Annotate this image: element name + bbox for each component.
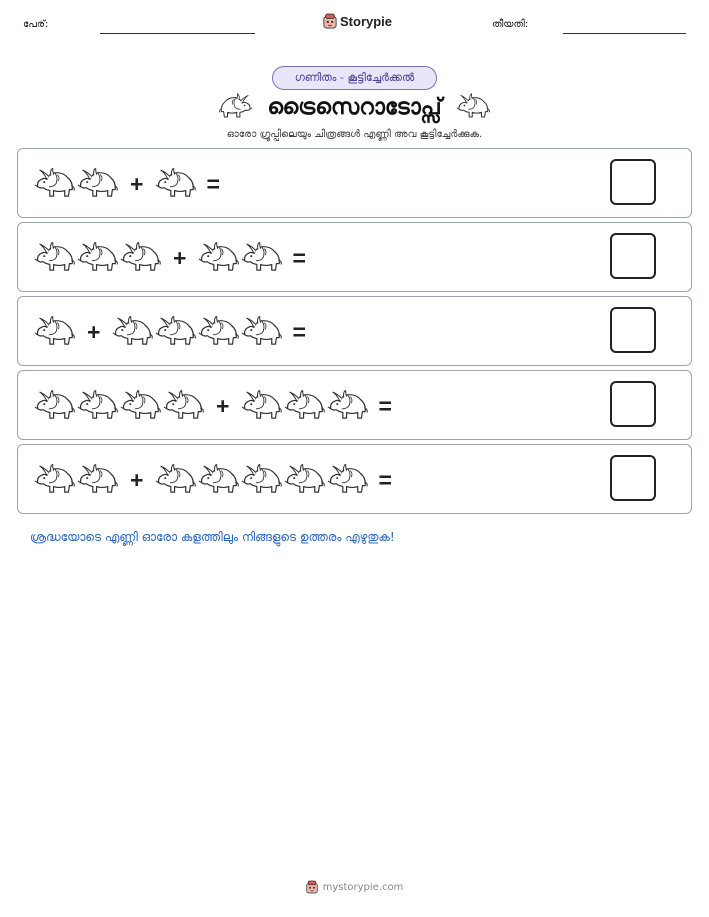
storypie-mascot-icon: [323, 13, 337, 29]
triceratops-icon: [34, 316, 75, 348]
title-row: [0, 90, 709, 124]
date-line[interactable]: [563, 33, 686, 34]
triceratops-icon: [163, 390, 204, 422]
instruction-text: ഓരോ ഗ്രൂപ്പിലെയും ചിത്രങ്ങൾ എണ്ണി അവ കൂട്ടിച്ചേർക്കുക.: [226, 129, 483, 140]
triceratops-icon: [77, 168, 118, 200]
problem-row: [17, 222, 692, 292]
equals-sign: =: [378, 466, 392, 493]
plus-sign: +: [130, 466, 144, 493]
footer-note: ശ്രദ്ധയോടെ എണ്ണി ഓരോ കളത്തിലും നിങ്ങളുടെ ഉത്തരം എഴുതുക!: [30, 530, 395, 544]
brand-name: Storypie: [340, 13, 393, 29]
left-group: [34, 464, 120, 496]
name-line[interactable]: [100, 33, 255, 34]
left-group: [34, 242, 163, 274]
left-group: [34, 316, 77, 348]
equals-sign: =: [206, 170, 220, 197]
triceratops-icon: [241, 316, 282, 348]
plus-sign: +: [130, 170, 144, 197]
plus-sign: +: [173, 244, 187, 271]
triceratops-icon: [77, 242, 118, 274]
triceratops-icon: [34, 168, 75, 200]
triceratops-icon: [241, 464, 282, 496]
problem-row: [17, 296, 692, 366]
page-title: ട്രൈസെറാടോപ്സ്: [267, 94, 442, 120]
problem-row: [17, 370, 692, 440]
triceratops-icon: [327, 464, 368, 496]
triceratops-icon: [77, 390, 118, 422]
left-group: [34, 168, 120, 200]
triceratops-icon: [34, 242, 75, 274]
triceratops-icon: [155, 464, 196, 496]
answer-box[interactable]: [610, 455, 656, 501]
right-group: [241, 390, 370, 422]
triceratops-icon: [456, 93, 490, 121]
triceratops-icon: [241, 390, 282, 422]
equation: [34, 312, 318, 352]
storypie-mascot-icon: [306, 880, 318, 894]
problem-row: [17, 148, 692, 218]
equals-sign: =: [292, 318, 306, 345]
site-url[interactable]: mystorypie.com: [322, 881, 404, 893]
equals-sign: =: [378, 392, 392, 419]
answer-box[interactable]: [610, 307, 656, 353]
triceratops-icon: [284, 390, 325, 422]
triceratops-icon: [112, 316, 153, 348]
triceratops-icon: [198, 316, 239, 348]
triceratops-icon: [327, 390, 368, 422]
triceratops-icon: [77, 464, 118, 496]
site-footer: [0, 880, 709, 894]
triceratops-icon: [34, 464, 75, 496]
equation: [34, 460, 404, 500]
right-group: [198, 242, 284, 274]
answer-box[interactable]: [610, 159, 656, 205]
triceratops-icon: [198, 464, 239, 496]
left-group: [34, 390, 206, 422]
subject-badge: ഗണിതം - കൂട്ടിച്ചേർക്കൽ: [272, 66, 437, 90]
triceratops-icon: [198, 242, 239, 274]
triceratops-icon: [241, 242, 282, 274]
right-group: [112, 316, 284, 348]
equation: [34, 238, 318, 278]
brand-logo: [323, 13, 392, 29]
plus-sign: +: [87, 318, 101, 345]
date-label: തീയതി:: [492, 19, 529, 30]
equation: [34, 164, 232, 204]
answer-box[interactable]: [610, 381, 656, 427]
right-group: [155, 464, 370, 496]
triceratops-icon: [120, 390, 161, 422]
equals-sign: =: [292, 244, 306, 271]
triceratops-icon: [155, 168, 196, 200]
equation: [34, 386, 404, 426]
triceratops-icon: [120, 242, 161, 274]
triceratops-icon: [284, 464, 325, 496]
plus-sign: +: [216, 392, 230, 419]
triceratops-icon: [219, 93, 253, 121]
triceratops-icon: [155, 316, 196, 348]
triceratops-icon: [34, 390, 75, 422]
answer-box[interactable]: [610, 233, 656, 279]
name-label: പേര്:: [23, 19, 49, 30]
right-group: [155, 168, 198, 200]
problem-row: [17, 444, 692, 514]
